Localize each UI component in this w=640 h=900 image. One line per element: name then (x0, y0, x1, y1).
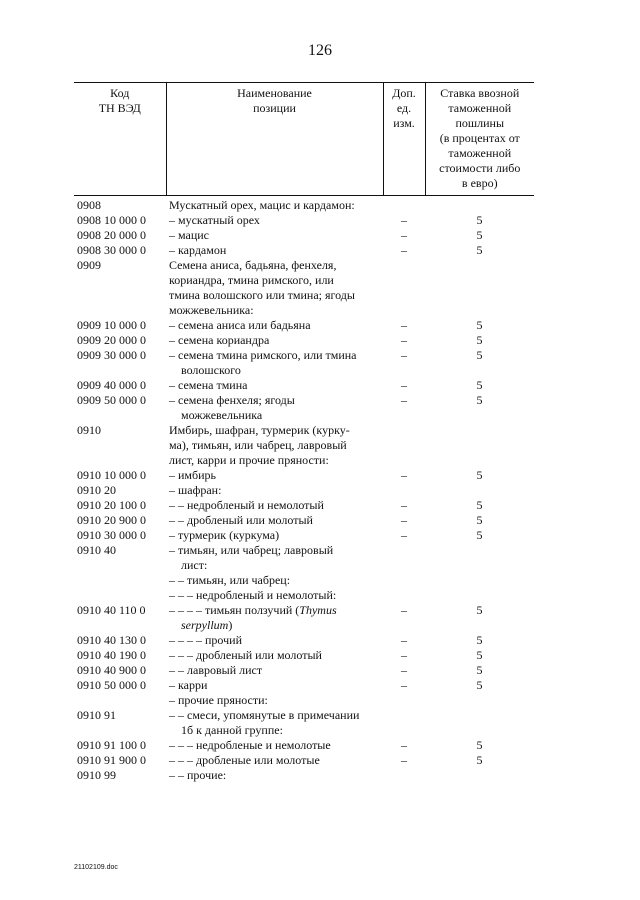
row-name-line: – турмерик (куркума) (169, 528, 280, 542)
row-code: 0910 20 900 0 (77, 513, 146, 527)
row-name-line: – семена кориандра (169, 333, 270, 347)
row-name-line: – шафран: (169, 483, 222, 497)
table-row (74, 228, 534, 243)
table-row (74, 378, 534, 393)
table-row (74, 393, 534, 423)
table-row (74, 333, 534, 348)
page-number: 126 (308, 42, 332, 59)
row-name-line: можжевельника (181, 408, 263, 422)
row-name-line: – имбирь (169, 468, 217, 482)
row-name (166, 393, 383, 423)
row-unit (383, 588, 425, 603)
row-unit (383, 483, 425, 498)
row-rate (425, 768, 534, 783)
row-name-line: – – – – прочий (169, 633, 242, 647)
table-row (74, 196, 534, 214)
table-row (74, 663, 534, 678)
row-rate: 5 (476, 243, 483, 257)
row-rate: 5 (476, 603, 483, 617)
table-row (74, 423, 534, 468)
row-code: 0909 30 000 0 (77, 348, 146, 362)
row-unit: – (401, 333, 407, 347)
row-rate (425, 588, 534, 603)
row-name (166, 243, 383, 258)
row-name (166, 258, 383, 318)
row-rate (425, 543, 534, 573)
row-name-line: – – – недробленые и немолотые (169, 738, 331, 752)
row-unit: – (401, 753, 407, 767)
row-rate: 5 (476, 513, 483, 527)
row-unit (383, 543, 425, 573)
row-name (166, 468, 383, 483)
row-rate (425, 423, 534, 468)
row-code (74, 693, 166, 708)
row-rate: 5 (476, 348, 483, 362)
row-rate (425, 483, 534, 498)
row-name (166, 213, 383, 228)
row-code: 0910 30 000 0 (77, 528, 146, 542)
row-name-text: – – – – тимьян ползучий ( (169, 603, 300, 617)
row-name (166, 753, 383, 768)
row-name (166, 196, 383, 214)
footer-filename: 21102109.doc (74, 864, 118, 871)
row-name-line: – семена тмина римского, или тмина (169, 348, 357, 362)
row-unit: – (401, 213, 407, 227)
row-name-line: – – смеси, упомянутые в примечании (169, 708, 360, 722)
row-name (166, 603, 383, 633)
row-code: 0910 10 000 0 (77, 468, 146, 482)
row-unit (383, 423, 425, 468)
table-row (74, 483, 534, 498)
row-rate: 5 (476, 753, 483, 767)
row-name (166, 513, 383, 528)
row-name (166, 693, 383, 708)
row-name (166, 483, 383, 498)
header-unit: Доп. ед. изм. (383, 83, 425, 196)
row-name-line: – карри (169, 678, 208, 692)
table-header-row (74, 83, 534, 196)
row-unit: – (401, 678, 407, 692)
row-code: 0908 10 000 0 (77, 213, 146, 227)
row-name-line: – – лавровый лист (169, 663, 263, 677)
row-name-line: лист, карри и прочие пряности: (169, 453, 329, 467)
row-unit: – (401, 738, 407, 752)
row-name (166, 318, 383, 333)
row-name (166, 708, 383, 738)
row-name (166, 528, 383, 543)
row-name (166, 378, 383, 393)
row-name-line: – тимьян, или чабрец; лавровый (169, 543, 334, 557)
row-code: 0910 (77, 423, 101, 437)
row-code: 0910 40 190 0 (77, 648, 146, 662)
table-row (74, 588, 534, 603)
row-rate: 5 (476, 468, 483, 482)
tariff-body (74, 196, 534, 784)
row-rate (425, 258, 534, 318)
row-code: 0910 40 110 0 (77, 603, 146, 617)
row-name-line: тмина волошского или тмина; ягоды (169, 288, 355, 302)
row-name-line: – – недробленый и немолотый (169, 498, 324, 512)
row-unit: – (401, 498, 407, 512)
tariff-table (74, 82, 534, 783)
row-name (166, 423, 383, 468)
row-code: 0908 20 000 0 (77, 228, 146, 242)
row-unit: – (401, 633, 407, 647)
table-row (74, 768, 534, 783)
row-name-line: – – – недробленый и немолотый: (169, 588, 337, 602)
row-name (166, 633, 383, 648)
row-unit: – (401, 378, 407, 392)
row-name-line: – – – дробленый или молотый (169, 648, 322, 662)
row-unit: – (401, 663, 407, 677)
row-name-line: Имбирь, шафран, турмерик (курку- (169, 423, 350, 437)
row-code: 0910 91 900 0 (77, 753, 146, 767)
row-rate: 5 (476, 663, 483, 677)
row-rate: 5 (476, 228, 483, 242)
row-rate: 5 (476, 333, 483, 347)
header-rate: Ставка ввозной таможенной пошлины (в процентах от таможенной стоимости либо в евро) (425, 83, 534, 196)
row-code: 0910 40 130 0 (77, 633, 146, 647)
row-name-line: – семена фенхеля; ягоды (169, 393, 295, 407)
table-row (74, 318, 534, 333)
row-name (166, 768, 383, 783)
row-unit: – (401, 243, 407, 257)
row-code (74, 588, 166, 603)
row-name-line: Семена аниса, бадьяна, фенхеля, (169, 258, 337, 272)
row-rate: 5 (476, 378, 483, 392)
table-row (74, 468, 534, 483)
row-unit (383, 258, 425, 318)
row-rate: 5 (476, 648, 483, 662)
row-name-line: – – тимьян, или чабрец: (169, 573, 291, 587)
row-unit: – (401, 318, 407, 332)
row-name (166, 498, 383, 513)
header-code: Код ТН ВЭД (74, 83, 166, 196)
table-row (74, 678, 534, 693)
table-row (74, 213, 534, 228)
row-name-line: – – дробленый или молотый (169, 513, 313, 527)
table-row (74, 753, 534, 768)
table-row (74, 528, 534, 543)
row-name (166, 648, 383, 663)
table-row (74, 543, 534, 573)
row-unit (383, 693, 425, 708)
row-code: 0908 (77, 198, 101, 212)
row-unit: – (401, 648, 407, 662)
table-row (74, 603, 534, 633)
row-unit: – (401, 393, 407, 407)
row-code: 0910 91 (77, 708, 116, 722)
row-name-line (169, 603, 380, 618)
header-name: Наименование позиции (166, 83, 383, 196)
row-rate (425, 693, 534, 708)
row-unit: – (401, 348, 407, 362)
row-code: 0910 20 (77, 483, 116, 497)
row-code: 0910 99 (77, 768, 116, 782)
row-name-line: – мускатный орех (169, 213, 260, 227)
row-name-line: – – прочие: (169, 768, 227, 782)
row-name-line: Мускатный орех, мацис и кардамон: (169, 198, 355, 212)
row-code (74, 573, 166, 588)
row-unit (383, 573, 425, 588)
row-code: 0908 30 000 0 (77, 243, 146, 257)
row-rate: 5 (476, 528, 483, 542)
row-name-line: ма), тимьян, или чабрец, лавровый (169, 438, 347, 452)
row-name (166, 573, 383, 588)
row-name-line: – прочие пряности: (169, 693, 268, 707)
table-row (74, 258, 534, 318)
table-row (74, 513, 534, 528)
row-name-line: serpyllum) (181, 618, 233, 632)
row-name-line: – мацис (169, 228, 210, 242)
table-row (74, 633, 534, 648)
row-rate: 5 (476, 393, 483, 407)
table-row (74, 738, 534, 753)
row-code: 0910 50 000 0 (77, 678, 146, 692)
table-row (74, 573, 534, 588)
table-row (74, 348, 534, 378)
row-rate (425, 573, 534, 588)
row-name-line: – семена тмина (169, 378, 248, 392)
row-code: 0909 (77, 258, 101, 272)
row-name-line: лист: (181, 558, 208, 572)
table-row (74, 243, 534, 258)
row-name-text: ) (228, 618, 233, 632)
row-name (166, 228, 383, 243)
row-rate: 5 (476, 318, 483, 332)
row-name (166, 738, 383, 753)
row-unit (383, 708, 425, 738)
table-row (74, 498, 534, 513)
row-code: 0909 20 000 0 (77, 333, 146, 347)
row-name-line: можжевельника: (169, 303, 254, 317)
row-name (166, 348, 383, 378)
row-unit: – (401, 468, 407, 482)
row-unit (383, 196, 425, 214)
row-rate (425, 196, 534, 214)
row-name-line: волошского (181, 363, 241, 377)
row-unit: – (401, 603, 407, 617)
row-name-line: – – – дробленые или молотые (169, 753, 320, 767)
row-unit: – (401, 228, 407, 242)
table-row (74, 648, 534, 663)
row-code: 0910 20 100 0 (77, 498, 146, 512)
row-unit: – (401, 513, 407, 527)
row-rate: 5 (476, 678, 483, 692)
row-name-line: кориандра, тмина римского, или (169, 273, 334, 287)
row-rate: 5 (476, 213, 483, 227)
row-unit: – (401, 528, 407, 542)
row-rate: 5 (476, 633, 483, 647)
row-code: 0910 40 900 0 (77, 663, 146, 677)
row-rate: 5 (476, 738, 483, 752)
table-row (74, 708, 534, 738)
row-code: 0909 10 000 0 (77, 318, 146, 332)
row-unit (383, 768, 425, 783)
row-name-line: 1б к данной группе: (181, 723, 283, 737)
row-code: 0910 91 100 0 (77, 738, 146, 752)
row-name (166, 333, 383, 348)
row-code: 0909 50 000 0 (77, 393, 146, 407)
row-rate (425, 708, 534, 738)
row-name (166, 678, 383, 693)
row-name-latin: Thymus (299, 603, 337, 617)
row-name (166, 543, 383, 573)
row-code: 0909 40 000 0 (77, 378, 146, 392)
row-code: 0910 40 (77, 543, 116, 557)
table-row (74, 693, 534, 708)
row-name (166, 663, 383, 678)
row-name-line: – кардамон (169, 243, 227, 257)
row-rate: 5 (476, 498, 483, 512)
row-name (166, 588, 383, 603)
row-name-line: – семена аниса или бадьяна (169, 318, 311, 332)
